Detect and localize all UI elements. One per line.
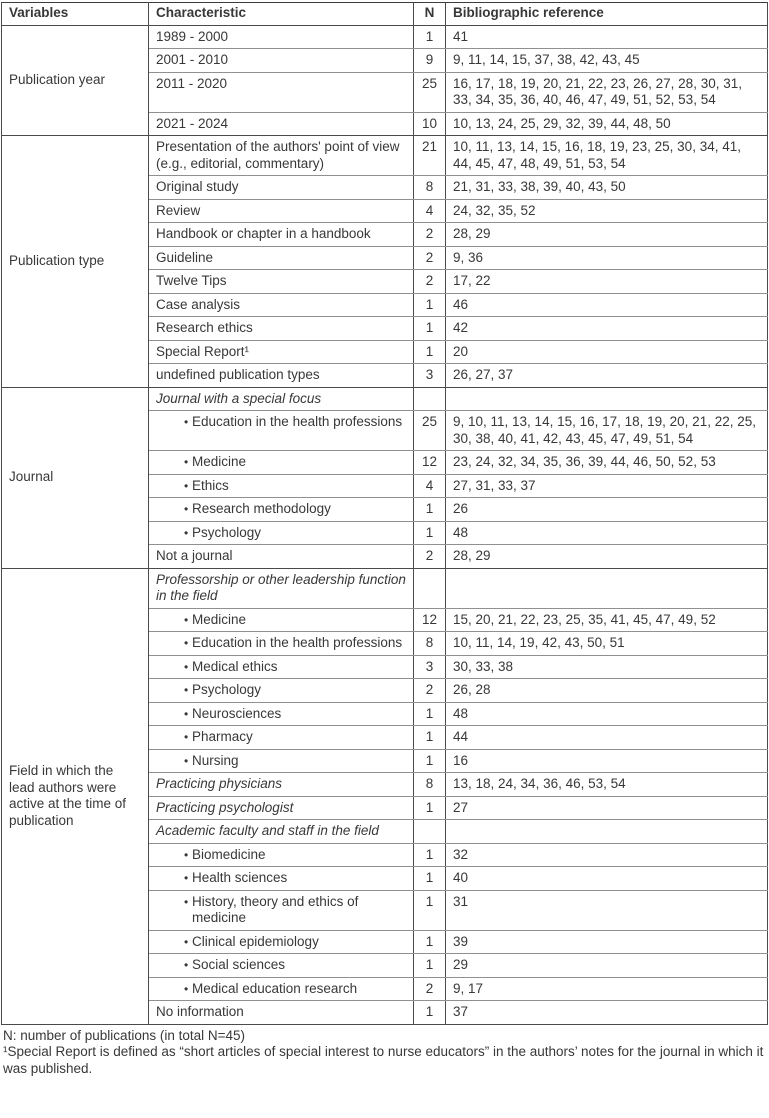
n-cell bbox=[414, 568, 446, 608]
characteristic-cell bbox=[149, 843, 414, 867]
table-row bbox=[2, 568, 768, 608]
table-body bbox=[2, 25, 768, 1024]
characteristic-label: Medical ethics bbox=[192, 658, 278, 674]
column-header: Variables bbox=[2, 3, 149, 26]
characteristic-label: Ethics bbox=[192, 477, 229, 493]
refs-cell: 10, 11, 13, 14, 15, 16, 18, 19, 23, 25, 30, 34, 41, 44, 45, 47, 48, 49, 51, 53, 54 bbox=[446, 136, 768, 176]
characteristic-cell: Special Report¹ bbox=[149, 340, 414, 364]
bullet-icon: • bbox=[184, 415, 189, 429]
n-cell: 25 bbox=[414, 72, 446, 112]
n-cell: 21 bbox=[414, 136, 446, 176]
refs-cell: 17, 22 bbox=[446, 270, 768, 294]
characteristic-cell: Review bbox=[149, 199, 414, 223]
characteristic-cell bbox=[149, 498, 414, 522]
characteristic-cell: 2011 - 2020 bbox=[149, 72, 414, 112]
characteristic-label: Social sciences bbox=[192, 957, 286, 972]
n-cell: 8 bbox=[414, 176, 446, 200]
refs-cell: 23, 24, 32, 34, 35, 36, 39, 44, 46, 50, 52, 53 bbox=[446, 451, 768, 475]
n-cell: 8 bbox=[414, 632, 446, 656]
refs-cell: 28, 29 bbox=[446, 545, 768, 569]
characteristic-cell bbox=[149, 632, 414, 656]
n-cell: 1 bbox=[414, 25, 446, 49]
characteristic-cell: Practicing psychologist bbox=[149, 796, 414, 820]
n-cell: 3 bbox=[414, 364, 446, 388]
characteristic-cell: Handbook or chapter in a handbook bbox=[149, 223, 414, 247]
bullet-icon: • bbox=[184, 706, 189, 721]
bullet-icon: • bbox=[184, 981, 189, 996]
characteristic-cell bbox=[149, 655, 414, 679]
refs-cell: 9, 36 bbox=[446, 246, 768, 270]
n-cell: 2 bbox=[414, 223, 446, 247]
refs-cell: 24, 32, 35, 52 bbox=[446, 199, 768, 223]
refs-cell: 48 bbox=[446, 702, 768, 726]
characteristic-cell: Twelve Tips bbox=[149, 270, 414, 294]
table-footnotes bbox=[1, 1028, 768, 1078]
bullet-icon: • bbox=[184, 636, 189, 650]
n-cell: 1 bbox=[414, 796, 446, 820]
variable-cell: Field in which the lead authors were active at the time of publication bbox=[2, 568, 149, 1024]
characteristic-cell: Journal with a special focus bbox=[149, 387, 414, 411]
refs-cell: 26, 27, 37 bbox=[446, 364, 768, 388]
characteristic-cell bbox=[149, 474, 414, 498]
characteristic-cell bbox=[149, 411, 414, 451]
characteristic-cell bbox=[149, 521, 414, 545]
n-cell: 1 bbox=[414, 1001, 446, 1025]
characteristic-cell: Professorship or other leadership function in the field bbox=[149, 568, 414, 608]
refs-cell: 16 bbox=[446, 749, 768, 773]
characteristic-cell: Case analysis bbox=[149, 293, 414, 317]
characteristic-label: Medicine bbox=[192, 611, 247, 627]
n-cell: 1 bbox=[414, 749, 446, 773]
characteristic-label: Pharmacy bbox=[192, 729, 253, 744]
n-cell: 1 bbox=[414, 890, 446, 930]
n-cell: 1 bbox=[414, 726, 446, 750]
characteristic-cell: Research ethics bbox=[149, 317, 414, 341]
table-header bbox=[2, 3, 768, 26]
refs-cell: 13, 18, 24, 34, 36, 46, 53, 54 bbox=[446, 773, 768, 797]
refs-cell: 9, 17 bbox=[446, 977, 768, 1001]
n-cell: 1 bbox=[414, 521, 446, 545]
variable-cell: Publication type bbox=[2, 136, 149, 388]
variable-cell: Journal bbox=[2, 387, 149, 568]
characteristic-cell: Original study bbox=[149, 176, 414, 200]
bullet-icon: • bbox=[184, 958, 189, 972]
refs-cell: 9, 11, 14, 15, 37, 38, 42, 43, 45 bbox=[446, 49, 768, 73]
n-cell: 2 bbox=[414, 246, 446, 270]
bullet-icon: • bbox=[184, 502, 189, 516]
refs-cell: 27 bbox=[446, 796, 768, 820]
characteristic-cell bbox=[149, 890, 414, 930]
column-header: N bbox=[414, 3, 446, 26]
refs-cell: 39 bbox=[446, 930, 768, 954]
characteristic-cell: 1989 - 2000 bbox=[149, 25, 414, 49]
characteristic-label: Psychology bbox=[192, 682, 262, 697]
characteristic-cell: Academic faculty and staff in the field bbox=[149, 820, 414, 844]
characteristic-cell: 2001 - 2010 bbox=[149, 49, 414, 73]
column-header: Bibliographic reference bbox=[446, 3, 768, 26]
n-cell: 8 bbox=[414, 773, 446, 797]
characteristic-label: Medicine bbox=[192, 454, 247, 469]
n-cell: 4 bbox=[414, 474, 446, 498]
bullet-icon: • bbox=[184, 683, 189, 697]
characteristic-cell bbox=[149, 977, 414, 1001]
characteristic-label: History, theory and ethics of medicine bbox=[192, 893, 359, 925]
refs-cell: 27, 31, 33, 37 bbox=[446, 474, 768, 498]
n-cell: 1 bbox=[414, 930, 446, 954]
characteristic-label: Neurosciences bbox=[192, 705, 282, 721]
variable-cell: Publication year bbox=[2, 25, 149, 136]
refs-cell: 41 bbox=[446, 25, 768, 49]
characteristic-cell: undefined publication types bbox=[149, 364, 414, 388]
n-cell: 9 bbox=[414, 49, 446, 73]
summary-table bbox=[1, 2, 768, 1025]
refs-cell: 10, 11, 14, 19, 42, 43, 50, 51 bbox=[446, 632, 768, 656]
n-cell: 3 bbox=[414, 655, 446, 679]
bullet-icon: • bbox=[184, 753, 189, 768]
table-row bbox=[2, 25, 768, 49]
n-cell: 25 bbox=[414, 411, 446, 451]
characteristic-label: Health sciences bbox=[192, 870, 288, 885]
characteristic-label: Nursing bbox=[192, 752, 239, 768]
refs-cell: 46 bbox=[446, 293, 768, 317]
refs-cell: 29 bbox=[446, 954, 768, 978]
bullet-icon: • bbox=[184, 871, 189, 885]
refs-cell: 15, 20, 21, 22, 23, 25, 35, 41, 45, 47, 49, 52 bbox=[446, 608, 768, 632]
characteristic-label: Biomedicine bbox=[192, 846, 266, 862]
n-cell: 1 bbox=[414, 340, 446, 364]
n-cell: 4 bbox=[414, 199, 446, 223]
refs-cell: 48 bbox=[446, 521, 768, 545]
refs-cell: 28, 29 bbox=[446, 223, 768, 247]
characteristic-cell bbox=[149, 451, 414, 475]
n-cell: 1 bbox=[414, 317, 446, 341]
bullet-icon: • bbox=[184, 934, 189, 949]
n-cell: 2 bbox=[414, 977, 446, 1001]
refs-cell: 42 bbox=[446, 317, 768, 341]
n-cell: 1 bbox=[414, 843, 446, 867]
refs-cell: 31 bbox=[446, 890, 768, 930]
n-cell: 12 bbox=[414, 451, 446, 475]
refs-cell: 30, 33, 38 bbox=[446, 655, 768, 679]
n-cell: 1 bbox=[414, 498, 446, 522]
characteristic-label: Education in the health professions bbox=[192, 635, 403, 650]
bullet-icon: • bbox=[184, 525, 189, 540]
characteristic-cell bbox=[149, 867, 414, 891]
refs-cell: 21, 31, 33, 38, 39, 40, 43, 50 bbox=[446, 176, 768, 200]
refs-cell: 20 bbox=[446, 340, 768, 364]
characteristic-cell: 2021 - 2024 bbox=[149, 112, 414, 136]
refs-cell bbox=[446, 820, 768, 844]
n-cell bbox=[414, 820, 446, 844]
table-row bbox=[2, 136, 768, 176]
refs-cell bbox=[446, 387, 768, 411]
characteristic-cell bbox=[149, 702, 414, 726]
characteristic-cell bbox=[149, 930, 414, 954]
table-row bbox=[2, 387, 768, 411]
characteristic-label: Clinical epidemiology bbox=[192, 933, 319, 949]
n-cell: 2 bbox=[414, 679, 446, 703]
characteristic-label: Research methodology bbox=[192, 501, 331, 516]
n-cell: 10 bbox=[414, 112, 446, 136]
characteristic-cell: Practicing physicians bbox=[149, 773, 414, 797]
refs-cell: 16, 17, 18, 19, 20, 21, 22, 23, 26, 27, 28, 30, 31, 33, 34, 35, 36, 40, 46, 47, 49, 51, 52, 53, 54 bbox=[446, 72, 768, 112]
bullet-icon: • bbox=[184, 612, 189, 627]
characteristic-cell bbox=[149, 749, 414, 773]
characteristic-cell bbox=[149, 954, 414, 978]
n-cell: 12 bbox=[414, 608, 446, 632]
header-row bbox=[2, 3, 768, 26]
footnote-special-report: ¹Special Report is defined as “short articles of special interest to nurse educators” in the authors’ notes for the journal in which it was published. bbox=[3, 1044, 764, 1076]
characteristic-cell bbox=[149, 726, 414, 750]
bullet-icon: • bbox=[184, 478, 189, 493]
characteristic-cell: No information bbox=[149, 1001, 414, 1025]
characteristic-label: Education in the health professions bbox=[192, 414, 403, 429]
refs-cell: 37 bbox=[446, 1001, 768, 1025]
characteristic-cell bbox=[149, 679, 414, 703]
characteristic-label: Medical education research bbox=[192, 980, 358, 996]
n-cell: 2 bbox=[414, 545, 446, 569]
n-cell: 2 bbox=[414, 270, 446, 294]
characteristic-cell: Not a journal bbox=[149, 545, 414, 569]
bullet-icon: • bbox=[184, 847, 189, 862]
n-cell: 1 bbox=[414, 954, 446, 978]
bullet-icon: • bbox=[184, 730, 189, 744]
refs-cell: 32 bbox=[446, 843, 768, 867]
characteristic-label: Psychology bbox=[192, 524, 262, 540]
n-cell: 1 bbox=[414, 867, 446, 891]
characteristic-cell: Guideline bbox=[149, 246, 414, 270]
bullet-icon: • bbox=[184, 659, 189, 674]
n-cell bbox=[414, 387, 446, 411]
n-cell: 1 bbox=[414, 702, 446, 726]
bullet-icon: • bbox=[184, 455, 189, 469]
refs-cell: 40 bbox=[446, 867, 768, 891]
n-cell: 1 bbox=[414, 293, 446, 317]
bullet-icon: • bbox=[184, 894, 189, 909]
column-header: Characteristic bbox=[149, 3, 414, 26]
characteristic-cell bbox=[149, 608, 414, 632]
refs-cell: 10, 13, 24, 25, 29, 32, 39, 44, 48, 50 bbox=[446, 112, 768, 136]
footnote-n-definition: N: number of publications (in total N=45) bbox=[3, 1027, 245, 1043]
refs-cell: 26, 28 bbox=[446, 679, 768, 703]
characteristic-cell: Presentation of the authors' point of view (e.g., editorial, commentary) bbox=[149, 136, 414, 176]
refs-cell: 26 bbox=[446, 498, 768, 522]
refs-cell: 9, 10, 11, 13, 14, 15, 16, 17, 18, 19, 20, 21, 22, 25, 30, 38, 40, 41, 42, 43, 45, 47, 49, 51, 54 bbox=[446, 411, 768, 451]
refs-cell bbox=[446, 568, 768, 608]
refs-cell: 44 bbox=[446, 726, 768, 750]
